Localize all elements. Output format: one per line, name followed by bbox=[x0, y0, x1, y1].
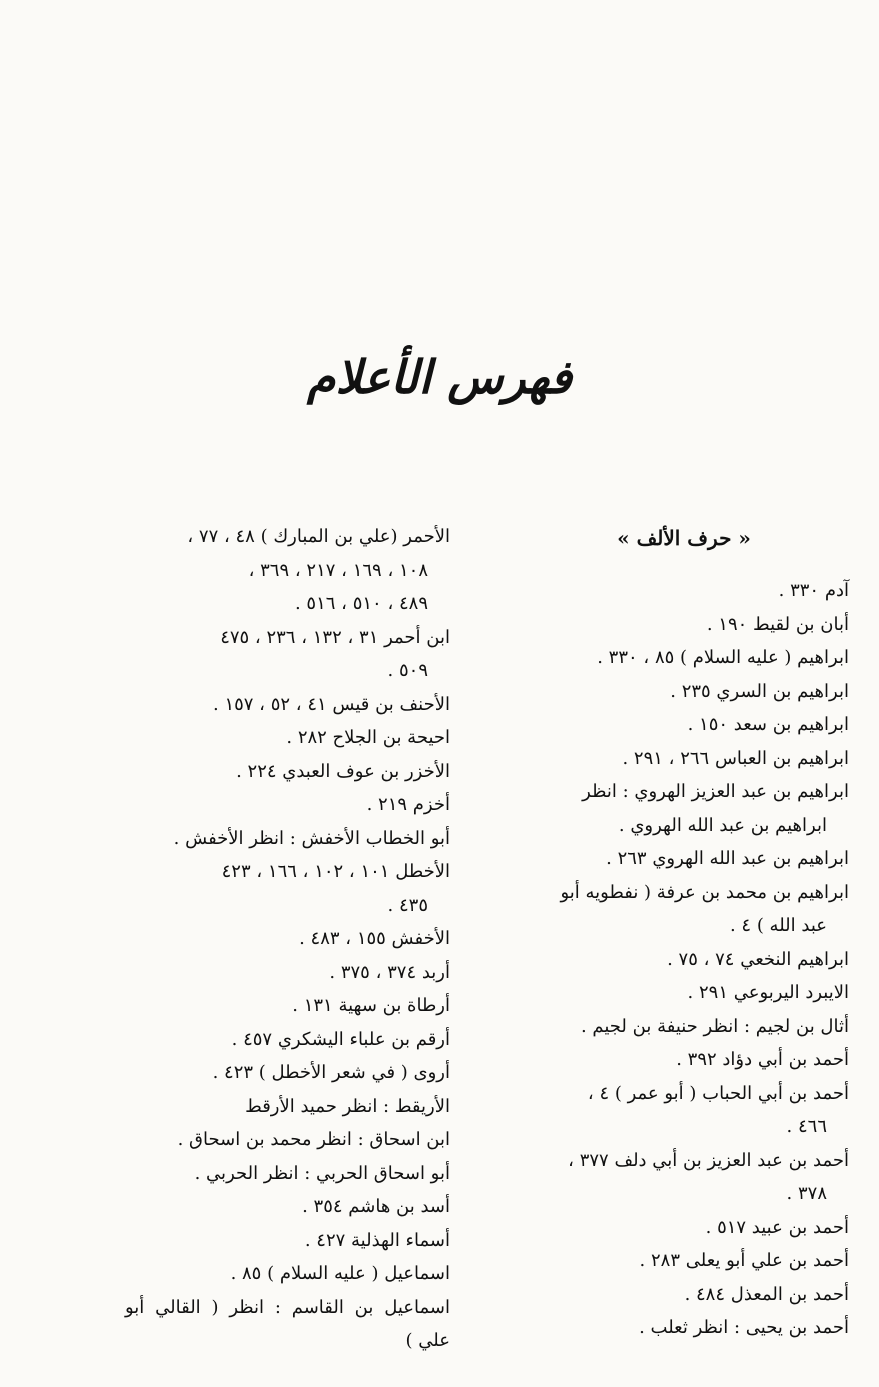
index-entry-line: أحمد بن أبي دؤاد ٣٩٢ . bbox=[676, 1049, 849, 1070]
index-entry bbox=[125, 520, 450, 621]
index-entry-line: أبو الخطاب الأخفش : انظر الأخفش . bbox=[173, 827, 450, 849]
index-entry bbox=[125, 1090, 450, 1124]
index-entry-line: أرقم بن علباء اليشكري ٤٥٧ . bbox=[231, 1028, 450, 1050]
index-entry bbox=[519, 742, 849, 776]
index-entry bbox=[125, 1190, 450, 1224]
index-entry-line: أربد ٣٧٤ ، ٣٧٥ . bbox=[329, 961, 450, 983]
index-entry bbox=[519, 1043, 849, 1077]
index-entry bbox=[519, 1278, 849, 1312]
index-entry-line: أثال بن لجيم : انظر حنيفة بن لجيم . bbox=[580, 1015, 849, 1037]
index-entry-line: الأحنف بن قيس ٤١ ، ٥٢ ، ١٥٧ . bbox=[212, 693, 450, 715]
index-entry-line: اسماعيل ( عليه السلام ) ٨٥ . bbox=[230, 1263, 450, 1284]
index-entry bbox=[125, 688, 450, 722]
index-entry bbox=[125, 956, 450, 990]
index-entry bbox=[519, 1211, 849, 1245]
index-entry-continuation: عبد الله ) ٤ . bbox=[729, 915, 827, 936]
index-entry-continuation: ٤٦٦ . bbox=[786, 1116, 827, 1137]
index-entry-line: اسماعيل بن القاسم : انظر ( القالي أبو علي ) bbox=[125, 1296, 450, 1351]
index-entry bbox=[519, 775, 849, 842]
index-entry-line: ابن اسحاق : انظر محمد بن اسحاق . bbox=[177, 1129, 450, 1150]
index-entry-line: أحمد بن المعذل ٤٨٤ . bbox=[684, 1283, 849, 1305]
index-entry-line: الأخفش ١٥٥ ، ٤٨٣ . bbox=[299, 928, 450, 949]
index-column-right bbox=[519, 520, 849, 1345]
index-entry-line: أسد بن هاشم ٣٥٤ . bbox=[302, 1196, 450, 1217]
index-entry-line: ابن أحمر ٣١ ، ١٣٢ ، ٢٣٦ ، ٤٧٥ bbox=[220, 626, 450, 648]
index-entry bbox=[125, 1023, 450, 1057]
index-entry-line: ابراهيم ( عليه السلام ) ٨٥ ، ٣٣٠ . bbox=[597, 647, 849, 668]
index-entry bbox=[125, 922, 450, 956]
index-entry-line: أحمد بن يحيى : انظر ثعلب . bbox=[639, 1317, 849, 1338]
index-entry-line: الأخطل ١٠١ ، ١٠٢ ، ١٦٦ ، ٤٢٣ bbox=[221, 861, 450, 882]
index-entry-line: أخزم ٢١٩ . bbox=[366, 794, 450, 815]
index-entry-continuation: ابراهيم بن عبد الله الهروي . bbox=[618, 814, 827, 836]
index-entry bbox=[519, 574, 849, 608]
index-entry-continuation: ٣٧٨ . bbox=[786, 1183, 827, 1204]
index-entry bbox=[125, 989, 450, 1023]
index-entry bbox=[519, 1311, 849, 1345]
index-entry-line: أحمد بن أبي الحباب ( أبو عمر ) ٤ ، bbox=[587, 1082, 849, 1104]
index-entry-line: الأريقط : انظر حميد الأرقط bbox=[245, 1095, 450, 1117]
index-entry-continuation: ٤٨٩ ، ٥١٠ ، ٥١٦ . bbox=[294, 593, 428, 614]
index-entry bbox=[519, 675, 849, 709]
index-entry bbox=[125, 1056, 450, 1090]
index-entry bbox=[125, 721, 450, 755]
page-title: فهرس الأعلام bbox=[307, 350, 572, 404]
index-entry-continuation: ٤٣٥ . bbox=[387, 894, 428, 916]
index-entry-line: احيحة بن الجلاح ٢٨٢ . bbox=[286, 727, 450, 748]
index-entry bbox=[519, 842, 849, 876]
index-entry bbox=[519, 1077, 849, 1144]
index-entry-line: أسماء الهذلية ٤٢٧ . bbox=[304, 1229, 450, 1251]
index-entry bbox=[519, 876, 849, 943]
index-entry-continuation: ٥٠٩ . bbox=[387, 660, 428, 681]
index-entry bbox=[125, 1291, 450, 1358]
index-entry-line: أحمد بن عبيد ٥١٧ . bbox=[705, 1216, 849, 1238]
index-entry-line: ابراهيم النخعي ٧٤ ، ٧٥ . bbox=[667, 948, 849, 970]
index-entry bbox=[125, 1257, 450, 1291]
index-entry-line: أحمد بن علي أبو يعلى ٢٨٣ . bbox=[639, 1250, 849, 1271]
index-entries-right bbox=[519, 574, 849, 1345]
index-entries-left bbox=[125, 520, 450, 1358]
index-entry bbox=[125, 755, 450, 789]
index-entry-line: آدم ٣٣٠ . bbox=[778, 580, 849, 601]
index-entry bbox=[125, 1157, 450, 1191]
index-column-left bbox=[125, 520, 450, 1358]
index-entry-line: أرطاة بن سهية ١٣١ . bbox=[292, 995, 450, 1016]
section-header-alif: « حرف الألف » bbox=[617, 526, 751, 550]
index-entry-line: أروى ( في شعر الأخطل ) ٤٢٣ . bbox=[212, 1062, 450, 1083]
index-entry-line: ابراهيم بن سعد ١٥٠ . bbox=[687, 714, 849, 735]
index-entry bbox=[125, 855, 450, 922]
index-entry bbox=[519, 608, 849, 642]
index-entry bbox=[125, 788, 450, 822]
index-entry-line: ابراهيم بن العباس ٢٦٦ ، ٢٩١ . bbox=[622, 747, 849, 769]
index-entry bbox=[125, 822, 450, 856]
index-entry-line: أبان بن لقيط ١٩٠ . bbox=[706, 613, 849, 635]
index-entry bbox=[519, 1244, 849, 1278]
index-entry-line: أحمد بن عبد العزيز بن أبي دلف ٣٧٧ ، bbox=[568, 1149, 849, 1171]
index-entry bbox=[519, 1144, 849, 1211]
index-entry-line: أبو اسحاق الحربي : انظر الحربي . bbox=[194, 1162, 450, 1184]
index-entry bbox=[519, 641, 849, 675]
index-entry bbox=[519, 943, 849, 977]
index-entry bbox=[125, 1224, 450, 1258]
index-entry-line: ابراهيم بن عبد العزيز الهروي : انظر bbox=[582, 781, 849, 802]
index-entry-line: الأخزر بن عوف العبدي ٢٢٤ . bbox=[236, 760, 450, 782]
index-entry bbox=[125, 621, 450, 688]
index-entry-line: ابراهيم بن السري ٢٣٥ . bbox=[670, 680, 849, 702]
index-entry bbox=[125, 1123, 450, 1157]
index-entry-line: ابراهيم بن عبد الله الهروي ٢٦٣ . bbox=[606, 848, 849, 869]
index-entry-line: الايبرد اليربوعي ٢٩١ . bbox=[687, 982, 849, 1003]
index-entry-line: الأحمر (علي بن المبارك ) ٤٨ ، ٧٧ ، bbox=[187, 526, 450, 547]
index-entry bbox=[519, 976, 849, 1010]
index-entry-continuation: ١٠٨ ، ١٦٩ ، ٢١٧ ، ٣٦٩ ، bbox=[248, 559, 428, 581]
index-entry bbox=[519, 1010, 849, 1044]
index-entry bbox=[519, 708, 849, 742]
index-entry-line: ابراهيم بن محمد بن عرفة ( نفطويه أبو bbox=[560, 881, 849, 903]
